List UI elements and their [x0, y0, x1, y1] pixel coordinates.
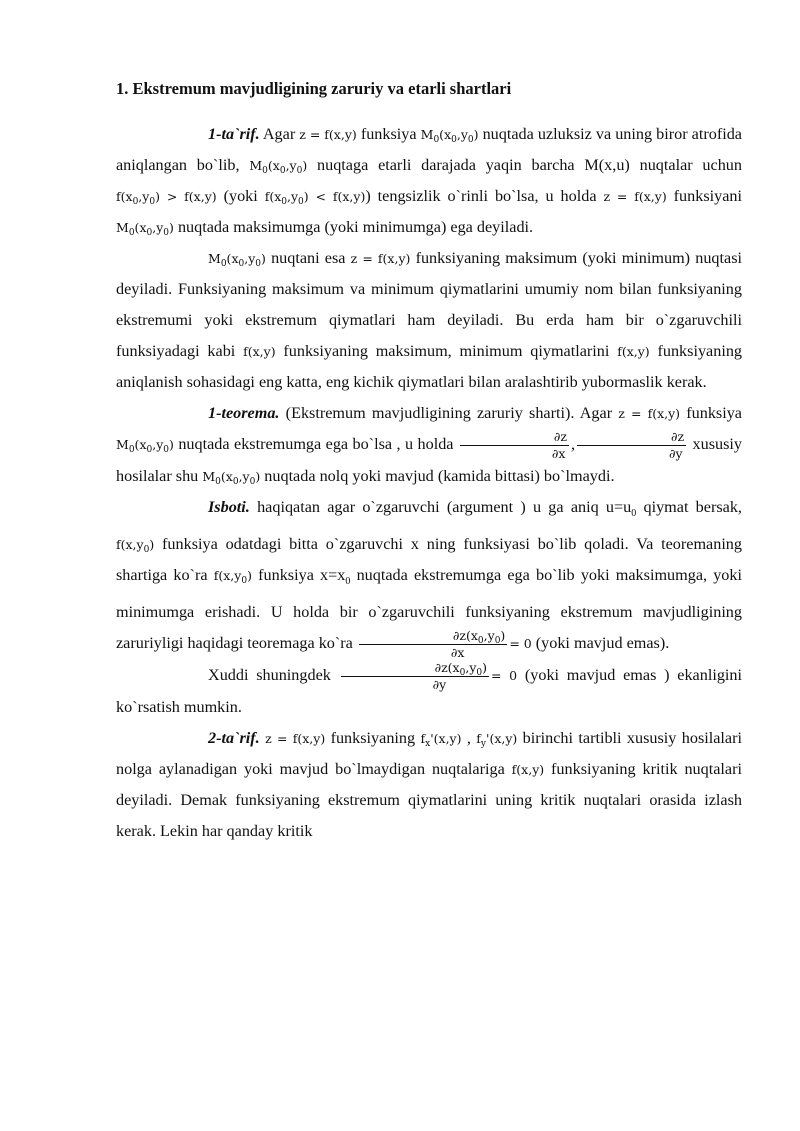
formula-fxy: f(x,y) — [617, 344, 650, 359]
formula-fy-prime: $f_y'(x,y)$ — [476, 730, 518, 749]
theorem-1-label: 1-teorema. — [208, 404, 280, 422]
formula-z-fxy: z = f(x,y) — [350, 251, 411, 266]
formula-fxy0: $f(x,y_0)$ — [116, 537, 155, 556]
formula-point-M0: $M_0(x_0,y_0)$ — [116, 220, 174, 238]
formula-fx-prime: $f_x'(x,y)$ — [420, 730, 462, 749]
formula-inequality-min: $f(x_0,y_0) < f(x,y)$ — [264, 189, 366, 207]
definition-1-label: 1-ta`rif. — [208, 125, 260, 143]
formula-z-fxy: z = f(x,y) — [603, 189, 667, 204]
definition-2-label: 2-ta`rif. — [208, 728, 260, 747]
maximum-point-paragraph: $M_0(x_0,y_0)$ nuqtani esa z = f(x,y) funksiyaning maksimum (yoki minimum) nuqtasi deyiladi. Funksiyaning maksimum va minimum qiymatlarini umumiy nom bilan funksiyaning ekstremumi yoki ekstremum qiymatlari ham deyiladi. Bu erda ham bir o`zgaruvchili funksiyadagi kabi f(x,y) funksiyaning maksimum, minimum qiymatlarini f(x,y) funksiyaning aniqlanish sohasidagi eng katta, eng kichik qiymatlari bilan aralashtirib yubormaslik kerak. — [116, 249, 743, 391]
formula-fxy: f(x,y) — [511, 761, 545, 777]
section-heading: 1. Ekstremum mavjudligining zaruriy va etarli shartlari — [116, 79, 512, 98]
formula-fxy0: $f(x,y_0)$ — [213, 568, 252, 587]
similarly-paragraph: Xuddi shuningdek $\frac{\partial z(x_0,y_0)}{\partial y}$ = 0 (yoki mavjud emas ) ekanligini ko`rsatish mumkin. — [116, 659, 743, 716]
formula-equals-zero: = 0 — [491, 668, 518, 684]
fraction-dz-x0y0-dy: $\frac{\partial z(x_0,y_0)}{\partial y}$ — [341, 661, 489, 692]
fraction-dz-dx: $\frac{\partial z}{\partial x}$ — [460, 430, 569, 461]
formula-z-fxy: z = f(x,y) — [299, 127, 357, 142]
formula-fxy: f(x,y) — [243, 344, 276, 359]
formula-point-M0: $M_0(x_0,y_0)$ — [116, 437, 174, 455]
fraction-dz-dy: $\frac{\partial z}{\partial y}$ — [577, 430, 686, 461]
formula-z-fxy: z = f(x,y) — [618, 406, 681, 421]
proof-label: Isboti. — [208, 497, 250, 516]
formula-equals-zero: = 0 — [509, 636, 532, 652]
formula-inequality-max: $f(x_0,y_0) > f(x,y)$ — [116, 189, 217, 207]
formula-z-fxy: z = f(x,y) — [265, 730, 326, 746]
formula-point-M0: $M_0(x_0,y_0)$ — [208, 251, 266, 269]
fraction-dz-x0y0-dx: $\frac{\partial z(x_0,y_0)}{\partial x}$ — [359, 629, 507, 660]
definition-1-paragraph: 1-ta`rif. Agar z = f(x,y) funksiya $M_0(x_0,y_0)$ nuqtada uzluksiz va uning biror atrofida aniqlangan bo`lib, $M_0(x_0,y_0)$ nuqtaga etarli darajada yaqin barcha M(x,u) nuqtalar uchun $f(x_0,y_0) > f(x,y)$ (yoki $f(x_0,y_0) < f(x,y)$) tengsizlik o`rinli bo`lsa, u holda z = f(x,y) funksiyani $M_0(x_0,y_0)$ nuqtada maksimumga (yoki minimumga) ega deyiladi. — [116, 125, 742, 238]
formula-point-M0: $M_0(x_0,y_0)$ — [249, 158, 308, 176]
formula-point-M0: $M_0(x_0,y_0)$ — [202, 468, 261, 487]
formula-point-M0: $M_0(x_0,y_0)$ — [420, 127, 479, 145]
theorem-1-paragraph: 1-teorema. (Ekstremum mavjudligining zaruriy sharti). Agar z = f(x,y) funksiya $M_0(x_0,y_0)$ nuqtada ekstremumga ega bo`lsa , u holda $\frac{\partial z}{\partial x}$ , $\frac{\partial z}{\partial y}$ xususiy hosilalar shu $M_0(x_0,y_0)$ nuqtada nolq yoki mavjud (kamida bittasi) bo`lmaydi. — [116, 404, 742, 487]
proof-paragraph: Isboti. haqiqatan agar o`zgaruvchi (argument ) u ga aniq $u=u_0$ qiymat bersak, $f(x,y_0)$ funksiya odatdagi bitta o`zgaruvchi x ning funksiyasi bo`lib qoladi. Va teoremaning shartiga ko`ra $f(x,y_0)$ funksiya $x=x_0$ nuqtada ekstremumga ega bo`lib yoki maksimumga, yoki minimumga erishadi. U holda bir o`zgaruvchili funksiyaning ekstremum mavjudligining zaruriyligi haqidagi teoremaga ko`ra $\frac{\partial z(x_0,y_0)}{\partial x}$ = 0 (yoki mavjud emas). — [116, 497, 742, 661]
definition-2-paragraph: 2-ta`rif. z = f(x,y) funksiyaning $f_x'(x,y)$ , $f_y'(x,y)$ birinchi tartibli xususiy hosilalari nolga aylanadigan yoki mavjud bo`lmaydigan nuqtalariga f(x,y) funksiyaning kritik nuqtalari deyiladi. Demak funksiyaning ekstremum qiymatlarini uning kritik nuqtalari orasida izlash kerak. Lekin har qanday kritik — [116, 728, 742, 840]
